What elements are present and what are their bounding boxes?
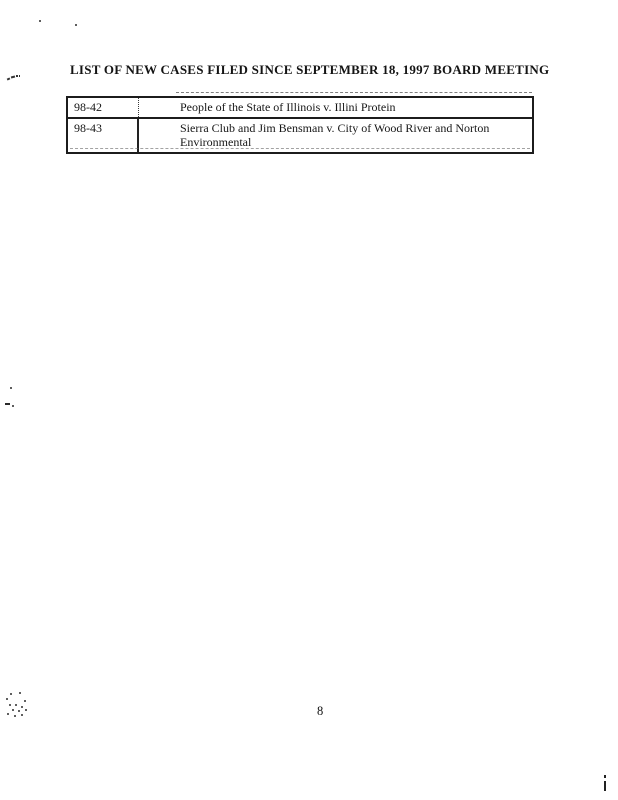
table-row (68, 117, 532, 152)
scan-artifact-dash-above-table (176, 92, 532, 93)
scan-artifact-dot (75, 24, 77, 26)
scan-artifact-smudge (6, 692, 30, 720)
page-number: 8 (317, 704, 324, 718)
scan-artifact-dot (39, 20, 41, 22)
case-title-cell: Sierra Club and Jim Bensman v. City of Wood River and Norton Environmental (180, 121, 490, 149)
case-number-cell: 98-43 (68, 119, 139, 152)
scan-artifact-dot (10, 387, 12, 389)
scan-artifact-dash (5, 403, 10, 405)
case-number-cell: 98-42 (68, 98, 139, 117)
case-title-cell: People of the State of Illinois v. Illini Protein (180, 100, 396, 114)
new-cases-table (66, 96, 534, 154)
table-row (68, 98, 532, 117)
scan-artifact-dot (12, 405, 14, 407)
scan-artifact-dash-below-table (70, 148, 530, 149)
document-title: LIST OF NEW CASES FILED SINCE SEPTEMBER 18, 1997 BOARD MEETING (70, 62, 550, 77)
scan-artifact-squiggle (7, 74, 20, 81)
scan-artifact-edge-mark (604, 775, 607, 791)
